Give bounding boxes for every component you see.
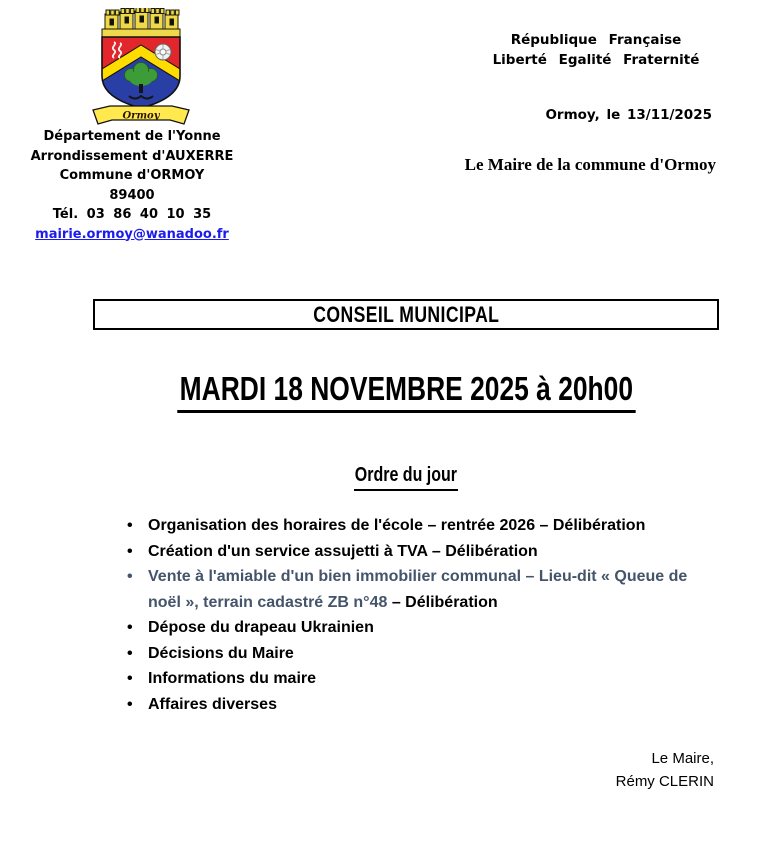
white-rose-icon	[155, 44, 171, 60]
republic-line-1: République Française	[510, 32, 682, 48]
signature-name: Rémy CLERIN	[615, 773, 714, 790]
agenda-heading-band	[93, 464, 719, 491]
agenda-item-6-text: Informations du maire	[148, 670, 317, 687]
agenda-item-1	[112, 513, 714, 539]
republic-header	[448, 30, 744, 70]
agenda-item-1-text: Organisation des horaires de l'école – rentrée 2026 – Délibération	[148, 517, 646, 534]
signature-block	[616, 747, 714, 793]
sender-line-departement: Département de l'Yonne	[43, 129, 221, 144]
mayor-heading: Le Maire de la commune d'Ormoy	[464, 155, 716, 174]
meeting-title-band	[93, 370, 719, 413]
agenda-item-6	[112, 666, 714, 692]
email-link[interactable]: mairie.ormoy@wanadoo.fr	[35, 226, 229, 242]
mural-crown-icon	[102, 8, 180, 37]
agenda-item-7-text: Affaires diverses	[148, 695, 277, 713]
agenda-item-4	[112, 615, 714, 641]
coat-of-arms-drawing	[86, 8, 196, 128]
agenda-section	[112, 513, 714, 717]
sender-line-commune: Commune d'ORMOY	[59, 168, 205, 183]
agenda-heading: Ordre du jour	[354, 464, 458, 491]
banner-text: Ormoy	[122, 110, 160, 122]
conseil-municipal-title: CONSEIL MUNICIPAL	[312, 301, 500, 327]
agenda-item-2	[112, 539, 714, 565]
signature-role: Le Maire,	[651, 750, 714, 767]
agenda-item-4-text: Dépose du drapeau Ukrainien	[148, 619, 374, 636]
meeting-title: MARDI 18 NOVEMBRE 2025 à 20h00	[177, 370, 635, 413]
agenda-item-2-text: Création d'un service assujetti à TVA – Délibération	[148, 542, 538, 560]
agenda-item-3	[112, 564, 714, 615]
conseil-municipal-box	[93, 299, 719, 330]
name-banner	[93, 106, 189, 124]
agenda-item-5	[112, 641, 714, 667]
republic-line-2: Liberté Egalité Fraternité	[492, 52, 700, 68]
place-date-line: Ormoy, le 13/11/2025	[545, 107, 712, 123]
sender-line-postcode: 89400	[109, 187, 155, 203]
agenda-item-7	[112, 692, 714, 718]
agenda-item-3-text: Vente à l'amiable d'un bien immobilier communal – Lieu-dit « Queue de noël », terrain cadastré ZB n°48	[148, 568, 688, 611]
sender-line-arrondissement: Arrondissement d'AUXERRE	[30, 148, 234, 164]
agenda-list	[112, 513, 714, 717]
sender-email-line	[24, 225, 240, 245]
sender-address-block	[24, 127, 240, 244]
agenda-item-5-text: Décisions du Maire	[148, 644, 294, 662]
sender-line-phone: Tél. 03 86 40 10 35	[52, 207, 212, 222]
agenda-item-3-suffix: – Délibération	[391, 593, 498, 611]
ormoy-coat-of-arms	[86, 8, 196, 128]
